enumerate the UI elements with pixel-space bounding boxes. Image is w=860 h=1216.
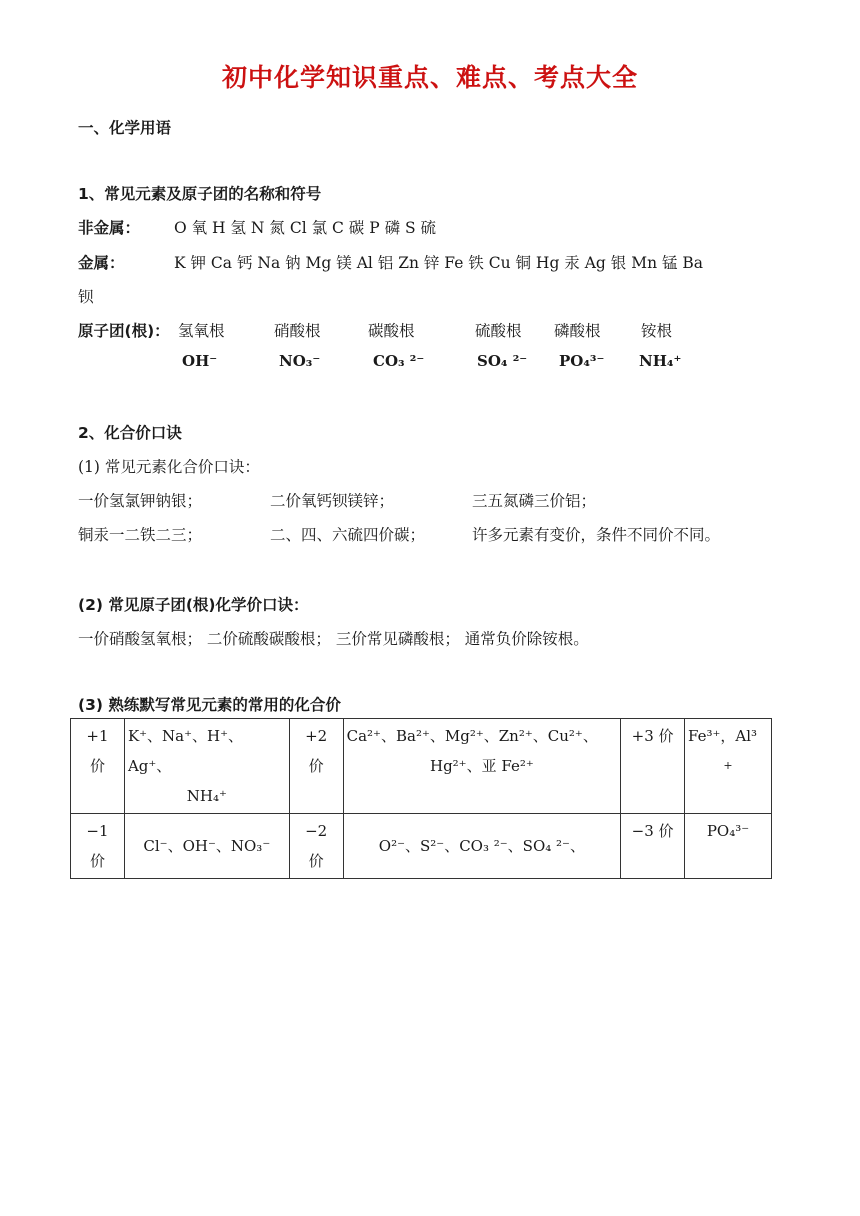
radical-name: 碳酸根 (368, 322, 415, 340)
ions-cell: Fe³⁺，Al³ + (685, 719, 772, 814)
subsection-heading-valence: 2、化合价口诀 (78, 424, 182, 442)
paragraph-heading: (2) 常见原子团(根)化学价口诀： (78, 596, 309, 614)
ions-cell: PO₄³⁻ (685, 814, 772, 879)
mnemonic-text: 二、四、六硫四价碳； (270, 526, 426, 544)
nonmetal-values: O 氧 H 氢 N 氮 Cl 氯 C 碳 P 磷 S 硫 (174, 219, 437, 237)
paragraph-heading: (1) 常见元素化合价口诀： (78, 458, 260, 476)
valence-cell: +3 价 (621, 719, 685, 814)
ions-cell: Cl⁻、OH⁻、NO₃⁻ (124, 814, 289, 879)
valence-cell: −2 价 (289, 814, 343, 879)
paragraph-heading: (3) 熟练默写常见元素的常用的化合价 (78, 696, 341, 714)
mnemonic-text: 一价硝酸氢氧根； 二价硫酸碳酸根； 三价常见磷酸根； 通常负价除铵根。 (78, 630, 589, 648)
page-title: 初中化学知识重点、难点、考点大全 (221, 63, 638, 92)
radical-symbol: NO₃⁻ (279, 352, 321, 370)
table-row (71, 719, 772, 814)
radical-label: 原子团(根)： (78, 322, 170, 340)
radical-symbol: CO₃ ²⁻ (373, 352, 425, 370)
valence-cell: −3 价 (621, 814, 685, 879)
mnemonic-text: 铜汞一二铁二三； (78, 526, 203, 544)
mnemonic-text: 三五氮磷三价铝； (472, 492, 597, 510)
valence-cell: +2 价 (289, 719, 343, 814)
nonmetal-label: 非金属： (78, 219, 141, 237)
subsection-heading-elements: 1、常见元素及原子团的名称和符号 (78, 185, 322, 203)
radical-symbol: NH₄⁺ (639, 352, 682, 370)
valence-cell: −1 价 (71, 814, 125, 879)
metal-values-line1: K 钾 Ca 钙 Na 钠 Mg 镁 Al 铝 Zn 锌 Fe 铁 Cu 铜 Hg 汞 Ag 银 Mn 锰 Ba (174, 254, 704, 272)
ions-cell: Ca²⁺、Ba²⁺、Mg²⁺、Zn²⁺、Cu²⁺、 Hg²⁺、亚 Fe²⁺ (343, 719, 621, 814)
metal-values-line2: 钡 (78, 288, 94, 306)
radical-symbol: SO₄ ²⁻ (477, 352, 528, 370)
mnemonic-text: 二价氧钙钡镁锌； (270, 492, 395, 510)
valence-table (70, 718, 772, 879)
table-row (71, 814, 772, 879)
radical-name: 硝酸根 (274, 322, 321, 340)
radical-name: 铵根 (641, 322, 673, 340)
radical-name: 磷酸根 (554, 322, 601, 340)
radical-symbol: PO₄³⁻ (559, 352, 605, 370)
mnemonic-text: 许多元素有变价，条件不同价不同。 (472, 526, 721, 544)
ions-cell: K⁺、Na⁺、H⁺、Ag⁺、 NH₄⁺ (124, 719, 289, 814)
metal-label: 金属： (78, 254, 125, 272)
section-heading: 一、化学用语 (78, 119, 172, 137)
radical-name: 硫酸根 (475, 322, 522, 340)
radical-symbol: OH⁻ (182, 352, 218, 370)
radical-name: 氢氧根 (178, 322, 225, 340)
mnemonic-text: 一价氢氯钾钠银； (78, 492, 203, 510)
valence-cell: +1 价 (71, 719, 125, 814)
ions-cell: O²⁻、S²⁻、CO₃ ²⁻、SO₄ ²⁻、 (343, 814, 621, 879)
